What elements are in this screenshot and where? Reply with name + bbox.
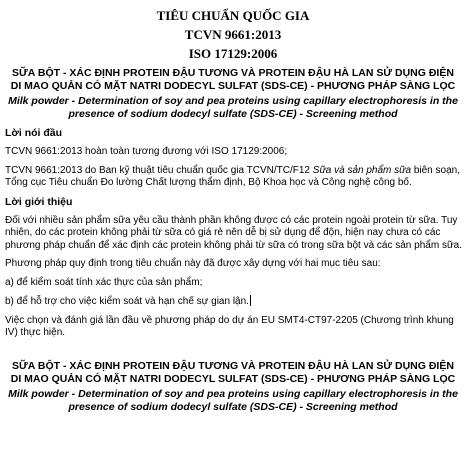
- footer-title-en: Milk powder - Determination of soy and pea proteins using capillary electrophoresis in the presence of sodium dodecyl sulfate (SDS-CE) - Screening method: [8, 387, 458, 413]
- introduction-heading: Lời giới thiệu: [5, 195, 73, 208]
- introduction-item-b: b) để hỗ trợ cho việc kiểm soát và hạn chế sự gian lận.: [5, 296, 249, 307]
- introduction-paragraph-3: Việc chọn và đánh giá lần đầu về phương pháp do dự án EU SMT4-CT97-2205 (Chương trình khung IV) thực hiện.: [5, 314, 454, 338]
- introduction-item-a: a) để kiểm soát tính xác thực của sản phẩm;: [5, 276, 203, 288]
- introduction-item-b-line[interactable]: [0, 295, 466, 309]
- foreword-paragraph-1: TCVN 9661:2013 hoàn toàn tương đương với ISO 17129:2006;: [5, 146, 288, 157]
- foreword-heading: Lời nói đầu: [5, 127, 63, 139]
- introduction-paragraph-1: Đối với nhiều sản phẩm sữa yêu cầu thành phần không được có các protein ngoài protein từ sữa. Tuy nhiên, do các protein không phải từ sữa có giá rẻ nên dễ bị sử dụng để độn, hiện nay chưa có các phương pháp chuẩn để xác định các protein không phải từ sữa có trong sữa bột và các sản phẩm sữa.: [5, 214, 462, 251]
- text-cursor: [250, 295, 251, 306]
- document-title-vi: SỮA BỘT - XÁC ĐỊNH PROTEIN ĐẬU TƯƠNG VÀ PROTEIN ĐẬU HÀ LAN SỬ DỤNG ĐIỆN DI MAO QUẢN CÓ MẶT NATRI DODECYL SULFAT (SDS-CE) - PHƯƠNG PHÁP SÀNG LỌC: [10, 67, 456, 92]
- iso-number: ISO 17129:2006: [188, 46, 278, 61]
- foreword-committee-name: Sữa và sản phẩm sữa: [312, 164, 412, 176]
- standard-heading: TIÊU CHUẨN QUỐC GIA: [156, 8, 310, 23]
- document-title-en: Milk powder - Determination of soy and pea proteins using capillary electrophoresis in the presence of sodium dodecyl sulfate (SDS-CE) - Screening method: [8, 95, 458, 120]
- foreword-paragraph-2: [0, 165, 466, 190]
- introduction-paragraph-2: Phương pháp quy định trong tiêu chuẩn này đã được xây dựng với hai mục tiêu sau:: [5, 258, 381, 269]
- foreword-text-start: TCVN 9661:2013 do Ban kỹ thuật tiêu chuẩn quốc gia TCVN/TC/F12: [5, 164, 313, 176]
- foreword-text-end: biên soạn, Tổng cục Tiêu chuẩn Đo lường Chất lượng thẩm định, Bộ Khoa học và Công nghệ công bố.: [5, 164, 460, 188]
- standard-number: TCVN 9661:2013: [184, 27, 282, 42]
- footer-title-vi: SỮA BỘT - XÁC ĐỊNH PROTEIN ĐẬU TƯƠNG VÀ PROTEIN ĐẬU HÀ LAN SỬ DỤNG ĐIỆN DI MAO QUẢN CÓ MẶT NATRI DODECYL SULFAT (SDS-CE) - PHƯƠNG PHÁP SÀNG LỌC: [10, 359, 456, 385]
